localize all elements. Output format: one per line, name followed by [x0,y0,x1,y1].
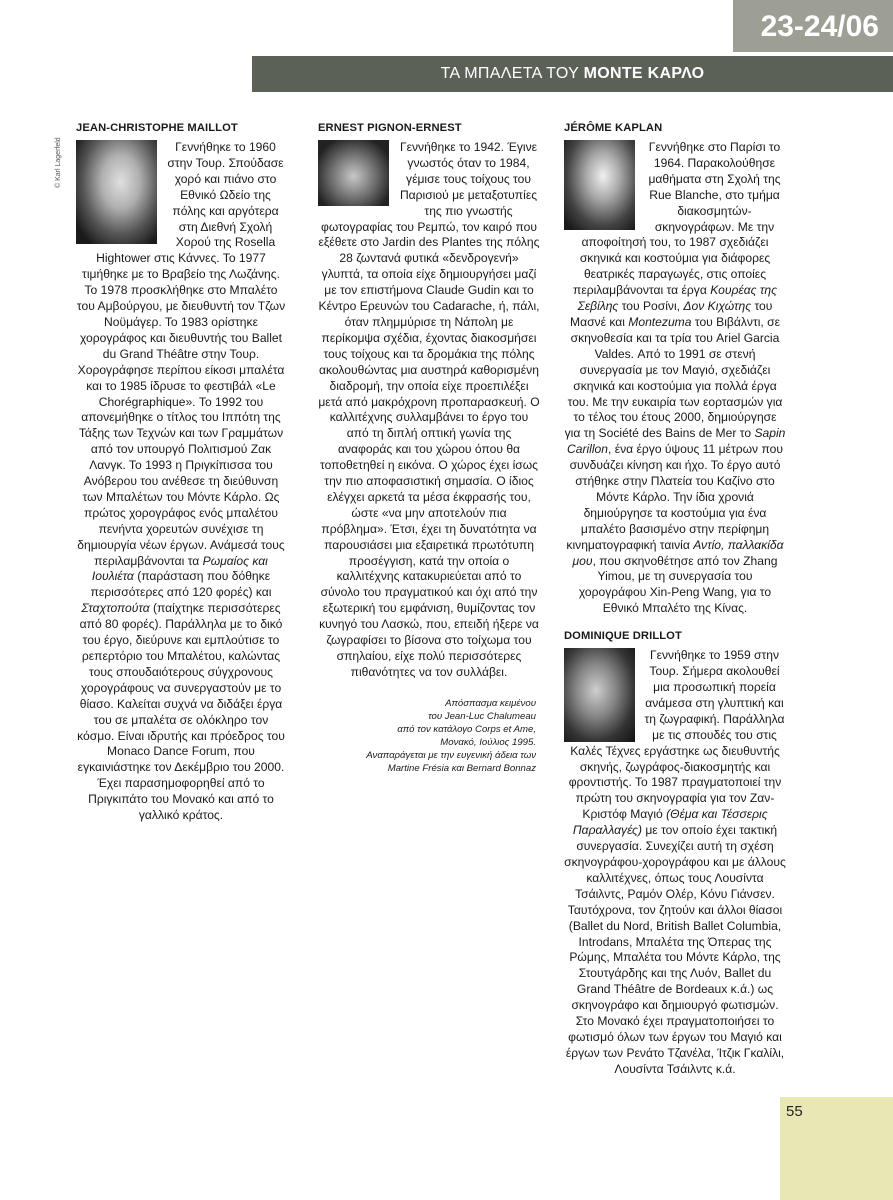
portrait-photo-maillot [76,140,157,244]
bio-italic: Ρωμαίος και Ιουλιέτα [91,553,268,584]
bio-span: (παράσταση που δόθηκε περισσότερες από 120 φορές) και [90,569,272,600]
bio-italic: Αντίο, παλλακίδα μου [572,537,784,568]
bio-italic: Δον Κιχώτης [683,299,752,314]
title-bold: ΜΟΝΤΕ ΚΑΡΛΟ [583,65,705,82]
bio-span: του Βιβάλντι, σε σκηνοθεσία και τα τρία του Ariel Garcia Valdes. Από το 1991 σε στενή συνεργασία με τον Μαγιό, σχεδιάζει σκηνικά και κοστούμια για πολλά έργα του. Με την ευκαιρία των εορτασμών για το τέλος του έτους 2000, δημιούργησε για τη Société des Bains de Mer το [564,314,783,441]
issue-date-tab: 23-24/06 [733,0,893,52]
bio-italic: Σταχτοπούτα [81,601,150,616]
bio-name: ERNEST PIGNON-ERNEST [318,122,462,134]
excerpt-line: Martine Frésia και Bernard Bonnaz [387,762,536,774]
bio-span: του Ροσίνι, [621,299,681,314]
bio-italic: (Θέμα και Τέσσερις Παραλλαγές) [572,807,768,838]
bio-span: Γεννήθηκε το 1942. Έγινε γνωστός όταν το 1984, γέμισε τους τοίχους του Παρισιού με μεταξοτυπίες της πιο γνωστής φωτογραφίας του Ρεμπώ, τον καιρό που εξέθετε στο Jardin des Plantes της πόλης 28 ζωντανά φυτικά «δενδρογενή» γλυπτά, τα οποία είχε δημιουργήσει μαζί με τον επιστήμονα Claude Gudin και το Κέντρο Ερευνών του Cadarache, ή, πάλι, όταν πλημμύρισε τη Νάπολη με περίκομψα σχέδια, έχοντας διακοσμήσει τους τοίχους και τα δρομάκια της πόλης ακολουθώντας μια αυστηρά καθορισμένη διαδρομή, την οποία είχε προεπιλέξει μετά από μακρόχρονη προπαρασκευή. Ο καλλιτέχνης συλλαμβάνει το έργο του από τη διπλή οπτική γωνία της αναφοράς και του χώρου όπου θα τοποθετηθεί η εικόνα. Ο χώρος έχει ίσως την πιο αποφασιστική σημασία. Ο ίδιος ελέγχει αρκετά τα μέσα έκφρασής του, ώστε «να μην αποτελούν πια πρόβλημα». Έτσι, έχει τη δυνατότητα να παρουσιάσει μια εξαιρετικά πρωτότυπη προσέγγιση, κατά την οποία ο καλλιτέχνης κατακυριεύεται από το σύνολο του πραγματικού και όχι από την εξωτερική του εμφάνιση, θυμίζοντας τον κυνηγό του Λασκώ, που, επειδή ήξερε να ζωγραφίσει το βίσονα στο τοίχωμα του σπηλαίου, είχε πολύ περισσότερες πιθανότητες να τον συλλάβει. [318,140,540,679]
excerpt-line: από τον κατάλογο Corps et Ame, [397,723,536,735]
bio-span: Γεννήθηκε στο Παρίσι το 1964. Παρακολούθησε μαθήματα στη Σχολή της Rue Blanche, στο τμήμα διακοσμητών-σκηνογράφων. Με την αποφοίτησή του, το 1987 σχεδιάζει σκηνικά και κοστούμια για διάφορες θεατρικές παραγωγές, στις οποίες περιλαμβάνονται τα έργα [573,140,781,298]
bio-name: DOMINIQUE DRILLOT [564,630,682,643]
bio-span: (παίχτηκε περισσότερες από 80 φορές). Παράλληλα με το δικό του έργο, διεύρυνε και εμπλούτισε το ρεπερτόριο του Μπαλέτου, καλώντας τους σπουδαιότερους σύγχρονους χορογράφους να συνεργαστούν με το θίασο. Καλείται συχνά να διδάξει έργα του σε μπαλέτα σε ολόκληρο τον κόσμο. Είναι ιδρυτής και πρόεδρος του Monaco Dance Forum, που εγκαινιάστηκε τον Δεκέμβριο του 2000. Έχει παρασημοφορηθεί από το Πριγκιπάτο του Μονακό και από το γαλλικό κράτος. [77,601,285,823]
bio-span: , ένα έργο ύψους 11 μέτρων που συνδυάζει κίνηση και ήχο. Το έργο αυτό στήθηκε στην Πλατεία του Καζίνο στο Μόντε Κάρλο. Την ίδια χρονιά δημιούργησε τα κοστούμια για ένα μπαλέτο βασισμένο στην περίφημη κινηματογραφική ταινία [566,442,783,552]
column-kaplan-drillot [564,121,786,1078]
excerpt-line: Μονακό, Ιούλιος 1995. [440,736,536,748]
portrait-photo-pignon-ernest [318,140,389,206]
page-number: 55 [786,1103,803,1120]
excerpt-line: Αναπαράγεται με την ευγενική άδεια των [366,749,536,761]
bio-name: JEAN-CHRISTOPHE MAILLOT [76,122,238,134]
section-title-bar [252,56,893,92]
bio-text [318,140,540,681]
bio-span: , που σκηνοθέτησε από τον Zhang Yimou, με τη συνεργασία του χορογράφου Xin-Peng Wang, για το Εθνικό Μπαλέτο της Κίνας. [578,553,778,616]
column-maillot [76,121,286,824]
bio-name: JÉRÔME KAPLAN [564,122,663,134]
bio-span: με τον οποίο έχει τακτική συνεργασία. Συνεχίζει αυτή τη σχέση σκηνογράφου-χορογράφου και με άλλους καλλιτέχνες, όπως τους Λουσίντα Τσάιλντς, Ραμόν Ολέρ, Κόνυ Γιάνσεν. Ταυτόχρονα, τον ζητούν και άλλοι θίασοι (Ballet du Nord, British Ballet Columbia, Introdans, Μπαλέτα της Όπερας της Ρώμης, Μπαλέτα του Μόντε Κάρλο, της Στουτγάρδης και της Λυόν, Ballet du Grand Théâtre de Bordeaux κ.ά.) ως σκηνογράφο και δημιουργό φωτισμών. Στο Μονακό έχει πραγματοποιήσει το φωτισμό όλων των έργων του Μαγιό και έργων των Ρενάτο Τζανέλα, Ίτζικ Γκαλίλι, Λουσίντα Τσάιλντς κ.ά. [564,823,786,1076]
portrait-photo-drillot [564,648,635,742]
photo-credit: © Karl Lagerfeld [55,137,62,188]
bio-span: Γεννήθηκε το 1959 στην Τουρ. Σήμερα ακολουθεί μια προσωπική πορεία ανάμεσα στη γλυπτική και τη ζωγραφική. Παράλληλα με τις σπουδές του στις Καλές Τέχνες εργάστηκε ως διευθυντής σκηνής, ζωγράφος-διακοσμητής και φροντιστής. Το 1987 πραγματοποιεί την πρώτη του σκηνογραφία για τον Ζαν-Κριστόφ Μαγιό [568,648,785,822]
bio-italic: Κουρέας της Σεβίλης [577,283,777,314]
column-pignon-ernest [318,121,540,775]
bio-italic: Montezuma [628,314,692,329]
bio-italic: Sapin Carillon [567,426,786,457]
portrait-photo-kaplan [564,140,635,230]
excerpt-line: Απόσπασμα κειμένου [445,697,536,709]
title-prefix: ΤΑ ΜΠΑΛΕΤΑ ΤΟΥ [440,65,579,82]
bio-span: Γεννήθηκε το 1960 στην Τουρ. Σπούδασε χορό και πιάνο στο Εθνικό Ωδείο της πόλης και αργότερα στη Διεθνή Σχολή Χορού της Rosella Hightower στις Κάννες. Το 1977 τιμήθηκε με το Βραβείο της Λωζάνης. Το 1978 προσκλήθηκε στο Μπαλέτο του Αμβούργου, με διευθυντή τον Τζων Νοϋμάγερ. Το 1983 ορίστηκε χορογράφος και διευθυντής του Ballet du Grand Théâtre στην Τουρ. Χορογράφησε περίπου είκοσι μπαλέτα και το 1985 ίδρυσε το φεστιβάλ «Le Chorégraphique». Το 1992 του απονεμήθηκε ο τίτλος του Ιππότη της Τάξης των Τεχνών και των Γραμμάτων από τον υπουργό Πολιτισμού Ζακ Λανγκ. Το 1993 η Πριγκίπισσα του Ανόβερου του ανέθεσε τη διεύθυνση των Μπαλέτων του Μόντε Κάρλο. Ως πρώτος χορογράφος ενός μπαλέτου πενήντα χορευτών συνέχισε τη δημιουργία νέων έργων. Ανάμεσά τους περιλαμβάνονται τα [76,140,286,568]
bio-span: του Μασνέ και [570,299,773,329]
excerpt-credit [318,697,540,775]
excerpt-line: του Jean-Luc Chalumeau [428,710,536,722]
